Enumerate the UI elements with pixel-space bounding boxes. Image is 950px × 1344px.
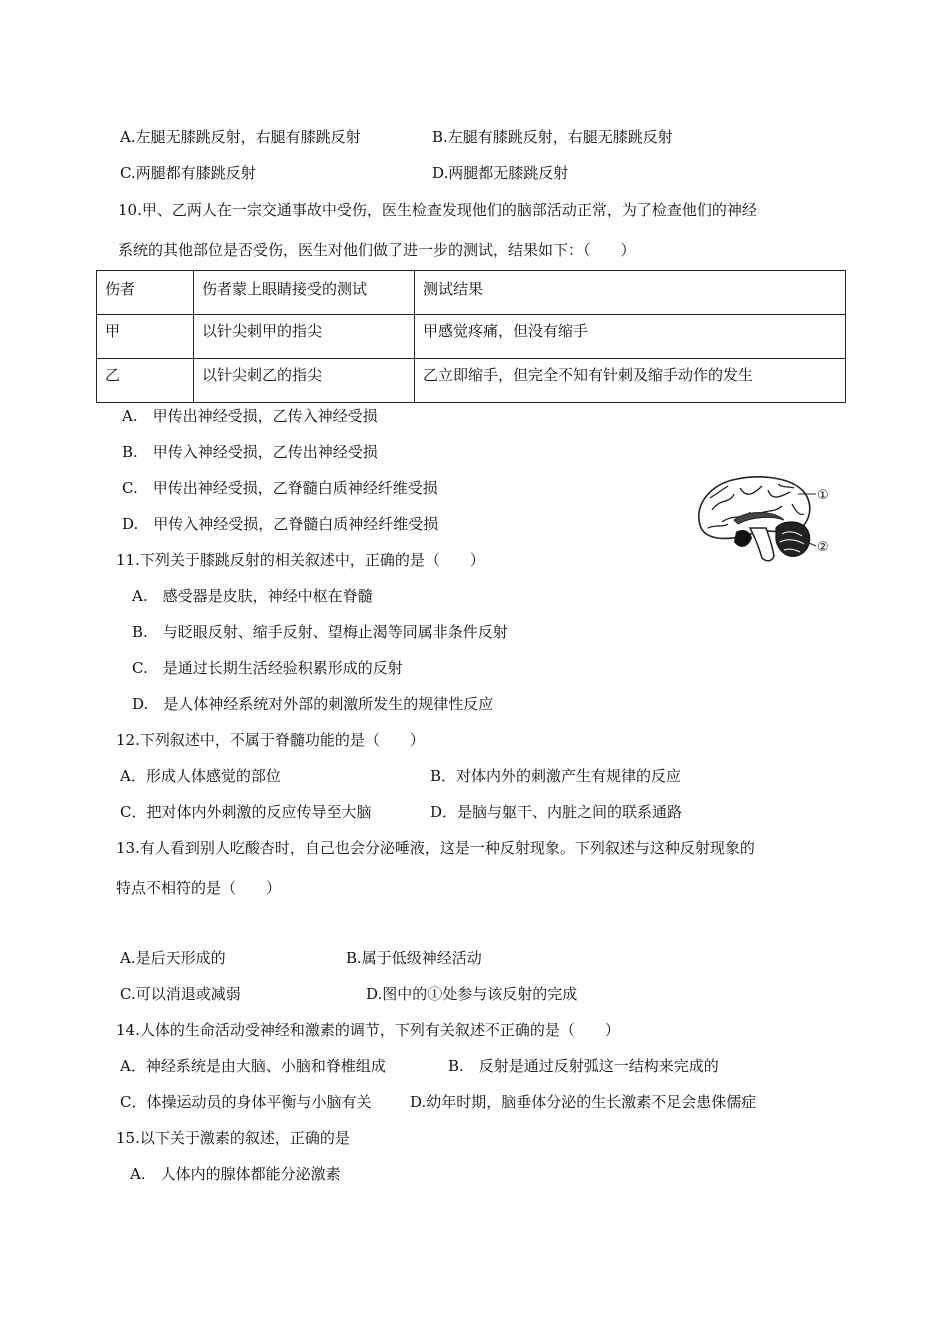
q11-option-b: B. 与眨眼反射、缩手反射、望梅止渴等同属非条件反射 (132, 623, 508, 641)
q12-option-c: C．把对体内外刺激的反应传导至大脑 (120, 803, 372, 821)
q10-option-b: B. 甲传入神经受损，乙传出神经受损 (122, 443, 378, 461)
table-row (97, 359, 846, 403)
q12-option-d: D．是脑与躯干、内脏之间的联系通路 (430, 803, 683, 821)
q10-option-c: C. 甲传出神经受损，乙脊髓白质神经纤维受损 (122, 479, 438, 497)
label-1: ① (817, 488, 829, 503)
q9-option-d: D.两腿都无膝跳反射 (432, 164, 569, 182)
q10-option-d: D. 甲传入神经受损，乙脊髓白质神经纤维受损 (122, 515, 439, 533)
q9-option-b: B.左腿有膝跳反射，右腿无膝跳反射 (432, 128, 673, 146)
table-cell: 乙 (97, 359, 194, 403)
q13-option-a: A.是后天形成的 (120, 949, 226, 967)
brainstem (750, 528, 774, 561)
q14-option-d: D.幼年时期，脑垂体分泌的生长激素不足会患侏儒症 (410, 1093, 757, 1111)
q10-stem-line2: 系统的其他部位是否受伤，医生对他们做了进一步的测试，结果如下：（ ） (118, 241, 636, 259)
q13-stem-line1: 13.有人看到别人吃酸杏时，自己也会分泌唾液，这是一种反射现象。下列叙述与这种反射现象的 (116, 839, 755, 857)
table-cell: 以针尖刺乙的指尖 (194, 359, 415, 403)
cerebellum (776, 522, 810, 556)
q13-option-d: D.图中的①处参与该反射的完成 (366, 985, 578, 1003)
table-row (97, 315, 846, 359)
q14-stem: 14.人体的生命活动受神经和激素的调节，下列有关叙述不正确的是（ ） (116, 1021, 620, 1039)
table-cell: 以针尖刺甲的指尖 (194, 315, 415, 359)
q10-table (96, 270, 846, 403)
table-header: 伤者 (97, 271, 194, 315)
table-header: 测试结果 (415, 271, 846, 315)
q11-option-a: A. 感受器是皮肤，神经中枢在脊髓 (132, 587, 373, 605)
brain-figure (692, 470, 842, 570)
q12-stem: 12.下列叙述中，不属于脊髓功能的是（ ） (116, 731, 425, 749)
q11-option-c: C. 是通过长期生活经验积累形成的反射 (132, 659, 403, 677)
q10-option-a: A. 甲传出神经受损，乙传入神经受损 (122, 407, 378, 425)
q13-option-b: B.属于低级神经活动 (346, 949, 482, 967)
q9-option-a: A.左腿无膝跳反射，右腿有膝跳反射 (120, 128, 361, 146)
q13-stem-line2: 特点不相符的是（ ） (116, 879, 282, 897)
table-cell: 甲感觉疼痛，但没有缩手 (415, 315, 846, 359)
label-2: ② (817, 540, 829, 555)
q11-option-d: D. 是人体神经系统对外部的刺激所发生的规律性反应 (132, 695, 494, 713)
q14-option-a: A．神经系统是由大脑、小脑和脊椎组成 (120, 1057, 386, 1075)
q13-option-c: C.可以消退或减弱 (120, 985, 241, 1003)
q12-option-b: B．对体内外的刺激产生有规律的反应 (430, 767, 682, 785)
q14-option-c: C．体操运动员的身体平衡与小脑有关 (120, 1093, 372, 1111)
q12-option-a: A．形成人体感觉的部位 (120, 767, 281, 785)
q9-option-c: C.两腿都有膝跳反射 (120, 164, 256, 182)
q11-stem: 11.下列关于膝跳反射的相关叙述中，正确的是（ ） (116, 551, 485, 569)
q15-stem: 15.以下关于激素的叙述，正确的是 (116, 1129, 350, 1147)
table-header: 伤者蒙上眼睛接受的测试 (194, 271, 415, 315)
q15-option-a: A. 人体内的腺体都能分泌激素 (130, 1165, 341, 1183)
q10-stem-line1: 10.甲、乙两人在一宗交通事故中受伤，医生检查发现他们的脑部活动正常，为了检查他们的神经 (118, 201, 757, 219)
table-header-row (97, 271, 846, 315)
table-cell: 甲 (97, 315, 194, 359)
table-cell: 乙立即缩手，但完全不知有针刺及缩手动作的发生 (415, 359, 846, 403)
q14-option-b: B. 反射是通过反射弧这一结构来完成的 (448, 1057, 719, 1075)
